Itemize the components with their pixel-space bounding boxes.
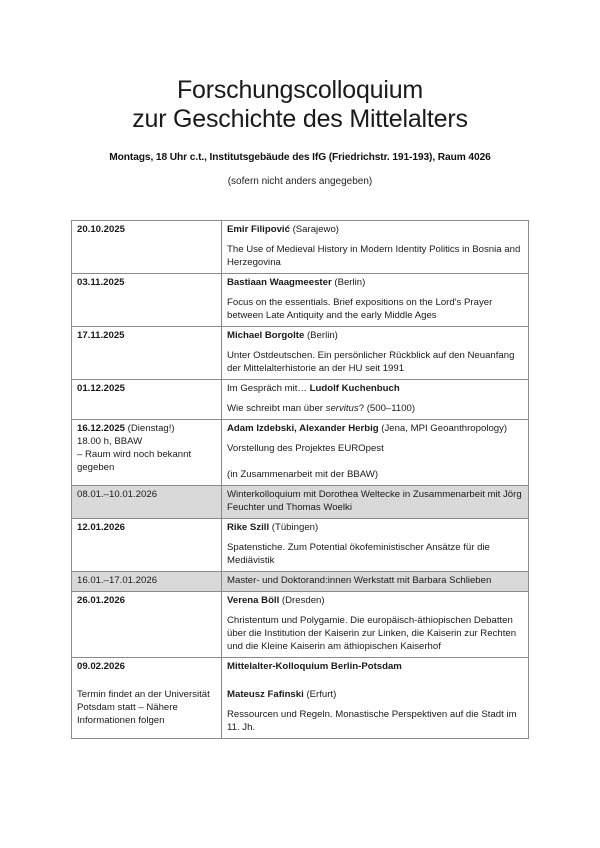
table-row [72,380,529,420]
talk-cell [222,420,529,486]
talk-cell [222,592,529,658]
table-row [72,592,529,658]
talk-topic [227,402,523,415]
talk-cell [222,519,529,572]
talk-cell [222,327,529,380]
date-cell [72,221,222,274]
schedule-note: (sofern nicht anders angegeben) [227,176,373,187]
date: 16.01.–17.01.2026 [77,575,158,586]
date-cell [72,420,222,486]
room-note: – Raum wird noch bekannt gegeben [77,449,192,473]
cooperation-note: (in Zusammenarbeit mit der BBAW) [227,469,379,480]
date: 20.10.2025 [77,224,126,235]
title-line-2: zur Geschichte des Mittelalters [132,105,468,133]
location-note: Termin findet an der Universität Potsdam statt – Nähere Informationen folgen [77,689,210,726]
event-title: Mittelalter-Kolloquium Berlin-Potsdam [227,661,402,672]
speaker-name: Mateusz Fafinski [227,689,304,700]
title-line-1: Forschungscolloquium [176,76,424,104]
table-row [72,327,529,380]
speaker-name: Ludolf Kuchenbuch [309,383,400,394]
date-cell [72,572,222,592]
date-note: (Dienstag!) [125,423,175,434]
talk-topic: Christentum und Polygamie. Die europäisch-äthiopischen Debatten über die Institution der Kaiserin zur Linken, die Kaiserin zur Rechten und die Kleine Kaiserin am äthiopischen Kaiserhof [227,615,517,652]
date-cell [72,380,222,420]
date: 17.11.2025 [77,330,125,341]
topic-italic: servitus [325,403,359,414]
schedule-table [71,220,529,739]
date: 09.02.2026 [77,661,126,672]
date-cell [72,274,222,327]
table-row-shaded [72,486,529,519]
speaker-name: Adam Izdebski, Alexander Herbig [227,423,379,434]
event-cell [222,486,529,519]
speaker-affiliation: (Dresden) [279,595,325,606]
date: 26.01.2026 [77,595,126,606]
talk-cell [222,221,529,274]
schedule-info: Montags, 18 Uhr c.t., Institutsgebäude des IfG (Friedrichstr. 191-193), Raum 4026 [109,152,491,163]
speaker-affiliation: (Tübingen) [269,522,319,533]
speaker-affiliation: (Berlin) [331,277,366,288]
date-cell [72,658,222,739]
table-row [72,274,529,327]
speaker-name: Emir Filipović [227,224,290,235]
talk-topic: Vorstellung des Projektes EUROpest [227,443,384,454]
date: 16.12.2025 [77,423,126,434]
date: 03.11.2025 [77,277,125,288]
talk-cell [222,380,529,420]
speaker-affiliation: (Jena, MPI Geoanthropology) [378,423,508,434]
topic-suffix: ? (500–1100) [358,403,416,414]
date-cell [72,486,222,519]
talk-topic: Focus on the essentials. Brief expositions on the Lord's Prayer between Late Antiquity and the early Middle Ages [227,297,493,321]
date: 12.01.2026 [77,522,126,533]
event-description: Master- und Doktorand:innen Werkstatt mit Barbara Schlieben [227,575,492,586]
speaker-name: Bastiaan Waagmeester [227,277,332,288]
speaker-name: Rike Szill [227,522,270,533]
topic-prefix: Wie schreibt man über [227,403,326,414]
talk-cell [222,658,529,739]
date-cell [72,592,222,658]
speaker-name: Michael Borgolte [227,330,305,341]
speaker-affiliation: (Sarajewo) [289,224,339,235]
date-cell [72,519,222,572]
talk-topic: Ressourcen und Regeln. Monastische Perspektiven auf die Stadt im 11. Jh. [227,709,517,733]
speaker-affiliation: (Erfurt) [303,689,337,700]
table-row [72,420,529,486]
talk-topic: Spatenstiche. Zum Potential ökofeministischer Ansätze für die Mediävistik [227,542,490,566]
conversation-intro: Im Gespräch mit… [227,383,310,394]
table-row [72,519,529,572]
document-title [0,76,600,134]
date-cell [72,327,222,380]
speaker-name: Verena Böll [227,595,280,606]
talk-topic: Unter Ostdeutschen. Ein persönlicher Rückblick auf den Neuanfang der Mittelalterhistorie an der HU seit 1991 [227,350,515,374]
date: 08.01.–10.01.2026 [77,489,158,500]
time-place: 18.00 h, BBAW [77,436,143,447]
event-description: Winterkolloquium mit Dorothea Weltecke in Zusammenarbeit mit Jörg Feuchter und Thomas Woelki [227,489,522,513]
talk-cell [222,274,529,327]
table-row-shaded [72,572,529,592]
table-row [72,221,529,274]
event-cell [222,572,529,592]
speaker-affiliation: (Berlin) [304,330,338,341]
date: 01.12.2025 [77,383,126,394]
table-row [72,658,529,739]
talk-topic: The Use of Medieval History in Modern Identity Politics in Bosnia and Herzegovina [227,244,521,268]
